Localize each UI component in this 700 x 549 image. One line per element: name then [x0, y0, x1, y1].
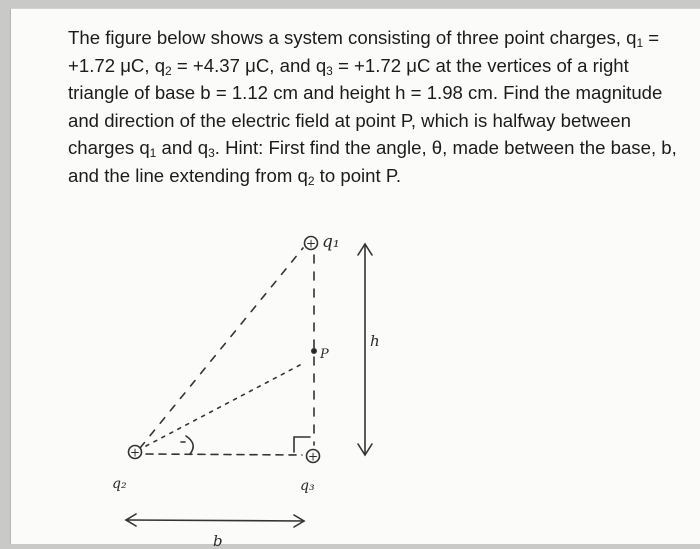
- q2-plus-sign: +: [129, 445, 141, 460]
- base-line: [146, 454, 302, 455]
- b-dimension-line: [126, 520, 304, 521]
- hint-q2-subscript: 2: [307, 173, 315, 188]
- q3-value: = +1.72 μC at the vertices of a right triangle of base b = 1.12 cm and height h = 1.98 cm.: [68, 54, 629, 103]
- and-text: and: [156, 137, 193, 158]
- point-p-dot: [312, 349, 316, 353]
- q1-label: q₁: [322, 232, 340, 252]
- q1-value: = +1.72 μC,: [68, 27, 660, 76]
- q2-symbol: q: [154, 54, 166, 76]
- q3-subscript: 3: [326, 63, 333, 78]
- between-q1-symbol: q: [139, 137, 150, 158]
- q2-subscript: 2: [165, 63, 172, 78]
- hypotenuse-line: [140, 248, 303, 448]
- line-q2-to-p: [146, 365, 300, 446]
- q1-plus-sign: +: [305, 236, 317, 251]
- p-label: P: [320, 347, 329, 362]
- q1-symbol: q: [626, 27, 637, 48]
- b-label: b: [213, 532, 223, 549]
- q2-label: q₂: [112, 476, 127, 492]
- q2-value: = +4.37 μC, and: [171, 54, 311, 76]
- q3-label: q₃: [300, 478, 315, 494]
- angle-theta-arc: [186, 436, 193, 454]
- between-q3-subscript: 3: [208, 146, 215, 160]
- hint-text: . Hint: First find the angle, θ, made between the base, b, and the line extending from: [68, 137, 677, 186]
- q3-plus-sign: +: [307, 449, 319, 464]
- intro-text: The figure below shows a system consisting of three point charges,: [68, 27, 621, 48]
- between-q1-subscript: 1: [149, 146, 157, 160]
- hint-q2-symbol: q: [297, 164, 308, 186]
- q1-subscript: 1: [636, 36, 644, 50]
- between-q3-symbol: q: [197, 137, 209, 158]
- h-label: h: [370, 332, 380, 350]
- q3-symbol: q: [315, 54, 327, 76]
- find-text: Find the magnitude and direction of the electric field at point P, which is halfway between charges: [68, 82, 663, 158]
- hint-end-text: to point P.: [314, 164, 402, 186]
